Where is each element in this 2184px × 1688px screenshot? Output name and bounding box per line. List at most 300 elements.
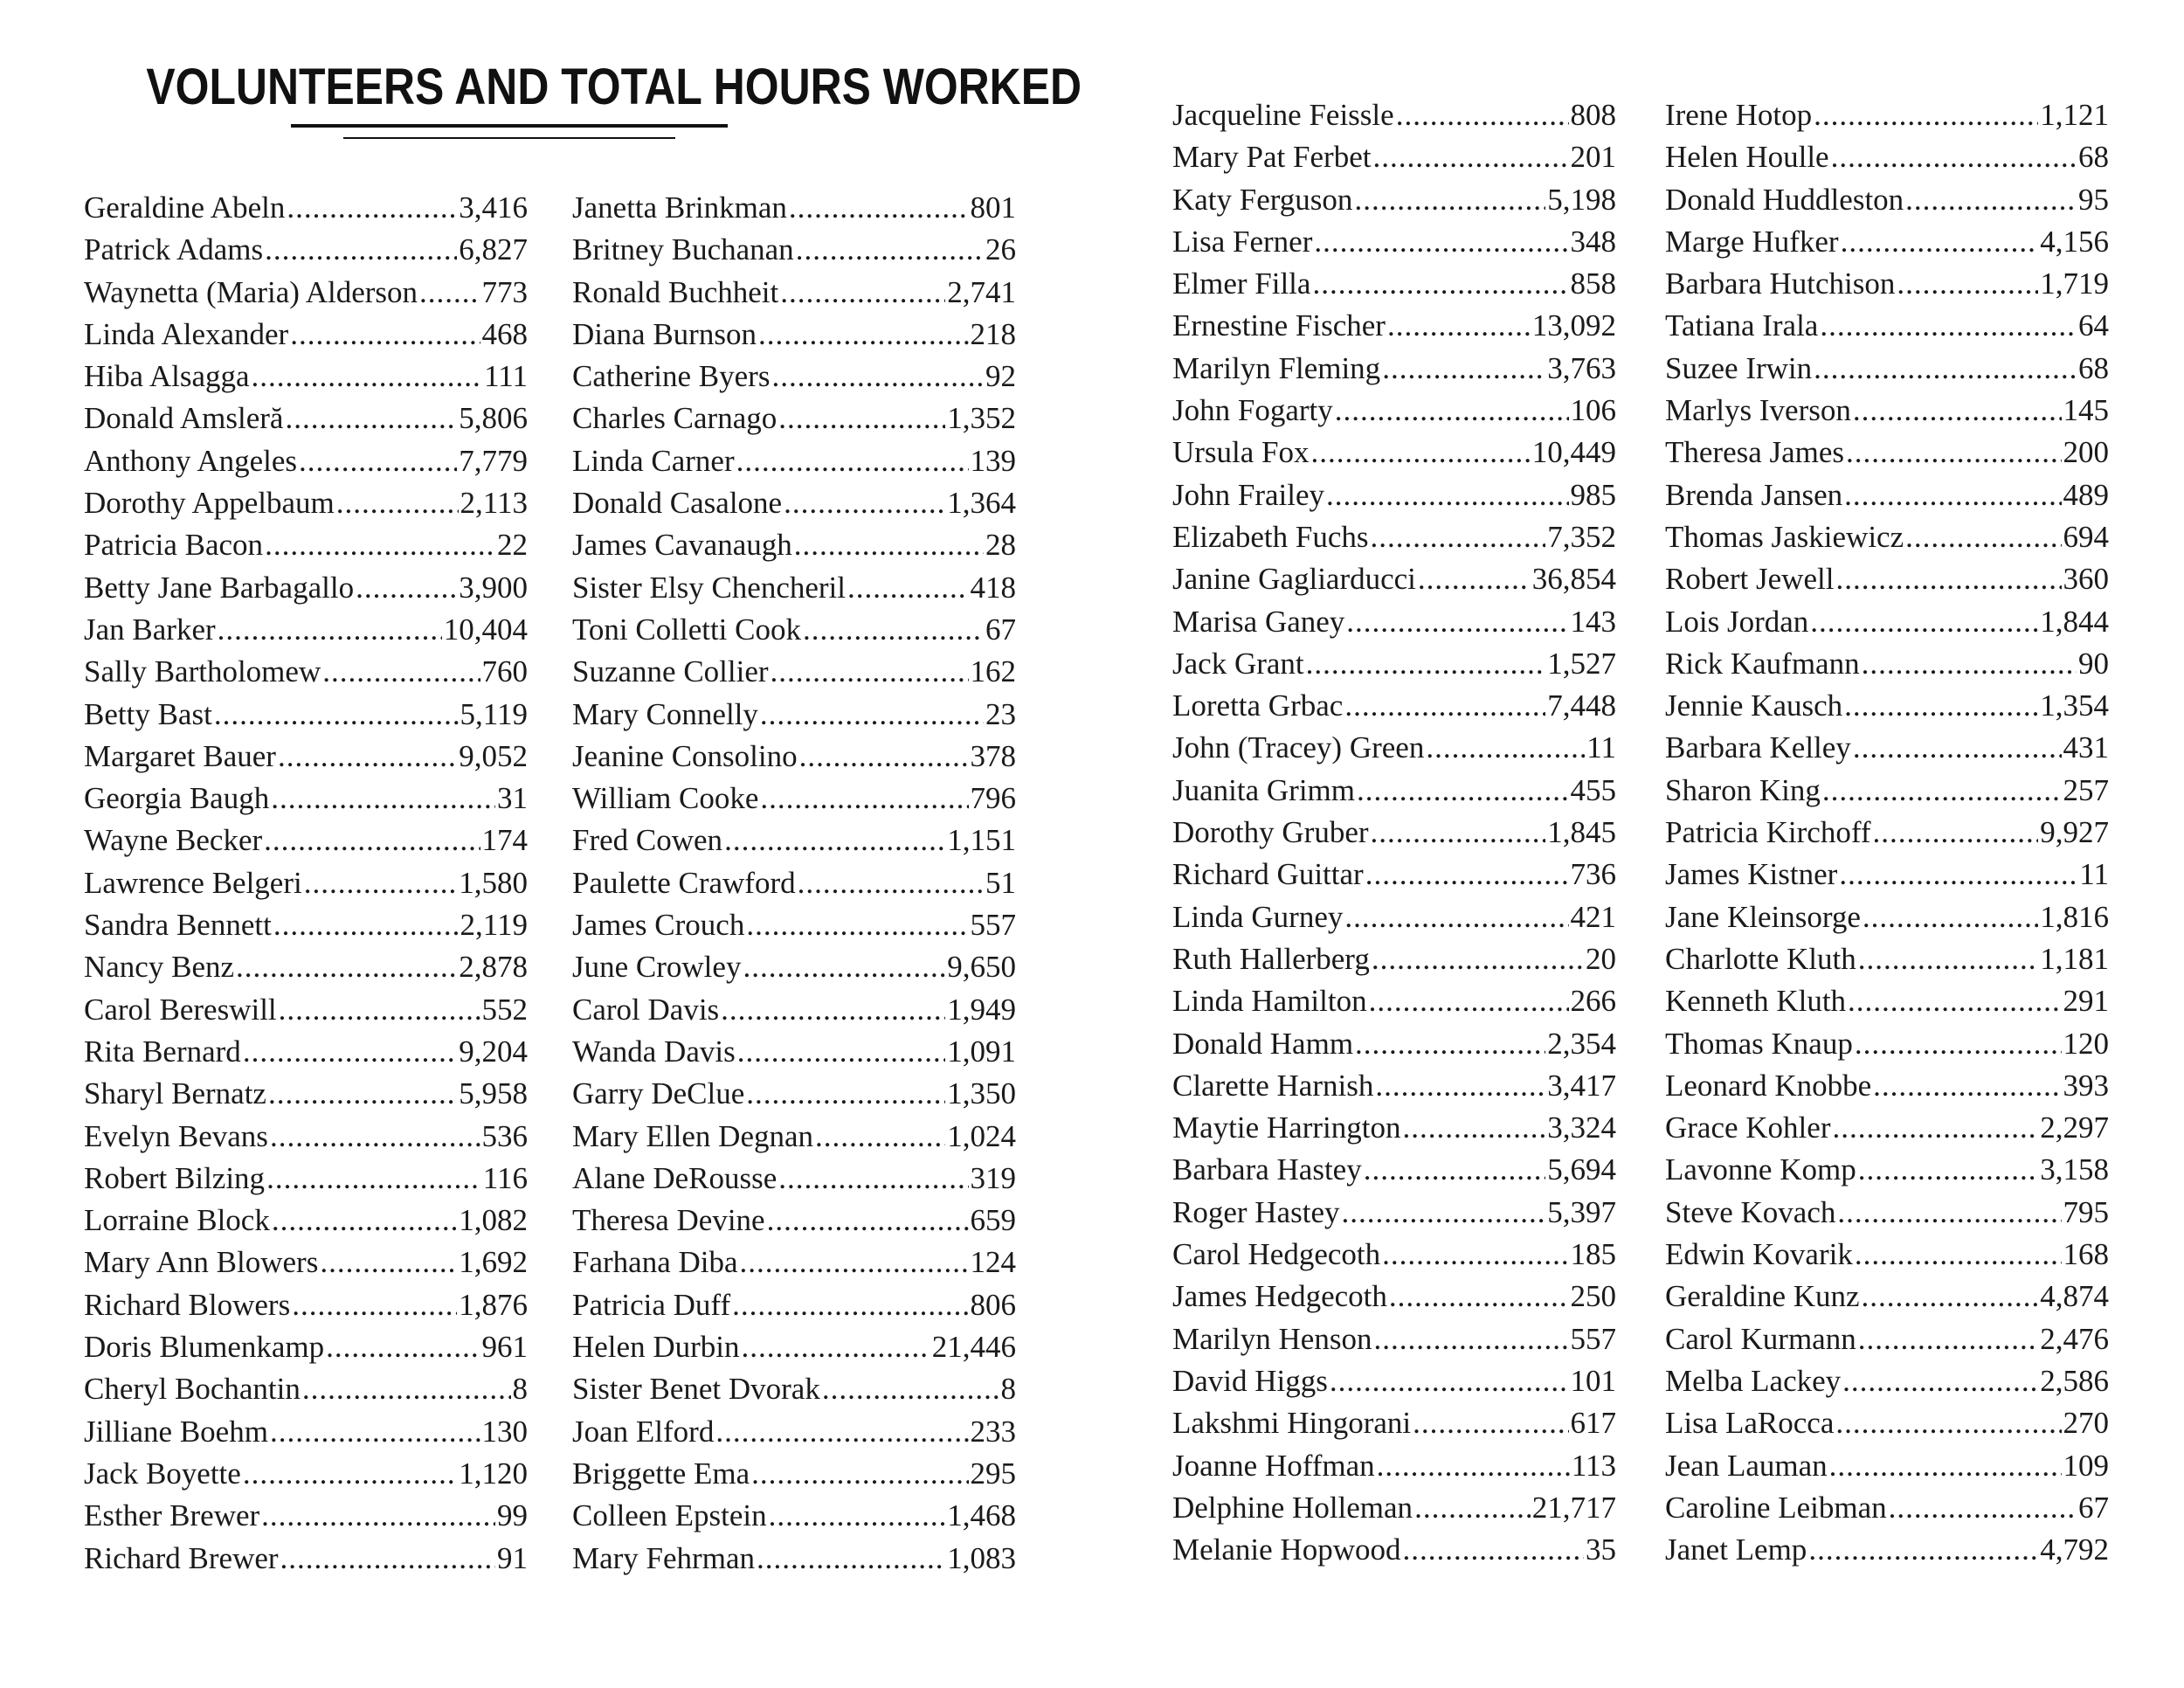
volunteer-name: Patrick Adams — [84, 232, 264, 267]
volunteer-hours: 95 — [2078, 182, 2109, 217]
dot-leader — [290, 314, 480, 356]
volunteer-name: Ruth Hallerberg — [1172, 941, 1370, 976]
volunteer-entry — [1665, 305, 2109, 347]
dot-leader — [1414, 1487, 1531, 1529]
dot-leader — [265, 229, 457, 271]
volunteer-name: Jane Kleinsorge — [1665, 899, 1861, 934]
dot-leader — [746, 904, 968, 946]
volunteer-name: Doris Blumenkamp — [84, 1330, 325, 1365]
volunteer-name: Lois Jordan — [1665, 604, 1809, 639]
volunteer-entry — [572, 778, 1016, 820]
volunteer-entry — [572, 862, 1016, 904]
volunteer-entry — [1665, 1529, 2109, 1571]
volunteer-hours: 858 — [1570, 266, 1616, 301]
volunteer-hours: 1,083 — [947, 1540, 1016, 1575]
volunteer-hours: 694 — [2063, 519, 2109, 554]
dot-leader — [741, 1326, 930, 1368]
volunteer-hours: 124 — [970, 1245, 1016, 1280]
volunteer-name: Patricia Bacon — [84, 528, 264, 563]
volunteer-entry — [84, 1411, 528, 1453]
volunteer-name: Colleen Epstein — [572, 1498, 767, 1533]
volunteer-name: Betty Bast — [84, 696, 212, 731]
volunteer-entry — [572, 1495, 1016, 1537]
volunteer-name: Mary Pat Ferbet — [1172, 140, 1372, 175]
volunteer-name: Carol Kurmann — [1665, 1321, 1856, 1356]
volunteer-name: Mary Ellen Degnan — [572, 1118, 814, 1153]
volunteer-entry — [1172, 1445, 1616, 1487]
volunteer-hours: 3,324 — [1547, 1110, 1616, 1145]
volunteer-hours: 130 — [481, 1414, 528, 1449]
volunteer-name: Thomas Jaskiewicz — [1665, 519, 1904, 554]
volunteer-name: Robert Bilzing — [84, 1160, 266, 1195]
volunteer-entry — [572, 1073, 1016, 1115]
volunteer-entry — [84, 1116, 528, 1158]
volunteer-entry — [84, 651, 528, 693]
volunteer-name: William Cooke — [572, 781, 759, 816]
volunteer-hours: 20 — [1586, 941, 1616, 976]
dot-leader — [780, 272, 945, 314]
volunteer-entry — [1172, 136, 1616, 178]
dot-leader — [264, 820, 480, 861]
volunteer-entry — [1172, 812, 1616, 854]
volunteer-entry — [572, 1368, 1016, 1410]
volunteer-entry — [84, 440, 528, 482]
volunteer-hours: 1,816 — [2040, 899, 2109, 934]
volunteer-entry — [1665, 390, 2109, 432]
volunteer-entry — [84, 1368, 528, 1410]
volunteer-name: Dorothy Gruber — [1172, 815, 1369, 850]
volunteer-entry — [572, 609, 1016, 651]
dot-leader — [732, 1284, 968, 1326]
volunteer-entry — [1665, 1023, 2109, 1065]
volunteer-hours: 233 — [970, 1414, 1016, 1449]
volunteer-entry — [1665, 474, 2109, 516]
volunteer-name: Carol Davis — [572, 992, 720, 1027]
dot-leader — [279, 989, 480, 1031]
volunteer-entry — [1665, 1149, 2109, 1191]
volunteer-entry — [572, 1284, 1016, 1326]
volunteer-hours: 143 — [1570, 604, 1616, 639]
volunteer-name: Suzee Irwin — [1665, 350, 1813, 385]
dot-leader — [1346, 601, 1568, 643]
dot-leader — [1377, 1445, 1570, 1487]
volunteer-name: Fred Cowen — [572, 823, 723, 858]
volunteer-entry — [572, 440, 1016, 482]
volunteer-name: Helen Houlle — [1665, 140, 1829, 175]
volunteer-hours: 92 — [985, 359, 1016, 394]
volunteer-hours: 11 — [1586, 730, 1616, 765]
volunteer-name: Marilyn Henson — [1172, 1321, 1372, 1356]
volunteer-entry — [1665, 516, 2109, 558]
dot-leader — [1853, 390, 2062, 432]
volunteer-name: Sharyl Bernatz — [84, 1076, 266, 1111]
volunteer-hours: 7,779 — [459, 443, 528, 478]
volunteer-entry — [572, 1200, 1016, 1242]
volunteer-entry — [572, 651, 1016, 693]
volunteer-hours: 101 — [1570, 1363, 1616, 1398]
volunteer-name: Diana Burnson — [572, 316, 757, 351]
volunteer-entry — [572, 482, 1016, 524]
dot-leader — [1341, 1192, 1545, 1234]
volunteer-entry — [1665, 812, 2109, 854]
volunteer-hours: 1,527 — [1547, 646, 1616, 681]
volunteer-name: Mary Connelly — [572, 696, 758, 731]
volunteer-hours: 90 — [2078, 646, 2109, 681]
volunteer-hours: 185 — [1570, 1237, 1616, 1272]
volunteer-entry — [84, 820, 528, 861]
volunteer-entry — [1172, 221, 1616, 263]
volunteer-hours: 11 — [2079, 857, 2109, 892]
dot-leader — [1835, 558, 2061, 600]
volunteer-hours: 10,404 — [443, 612, 528, 647]
dot-leader — [292, 1284, 457, 1326]
volunteer-entry — [84, 398, 528, 439]
dot-leader — [1810, 601, 2038, 643]
volunteer-entry — [1172, 516, 1616, 558]
volunteer-entry — [84, 862, 528, 904]
volunteer-hours: 536 — [481, 1118, 528, 1153]
volunteer-name: Donald Hamm — [1172, 1026, 1354, 1061]
dot-leader — [796, 229, 984, 271]
volunteer-entry — [84, 1073, 528, 1115]
volunteer-name: Esther Brewer — [84, 1498, 260, 1533]
volunteer-entry — [1665, 136, 2109, 178]
dot-leader — [1839, 854, 2077, 896]
dot-leader — [1357, 770, 1569, 812]
volunteer-name: John Fogarty — [1172, 393, 1333, 428]
volunteer-entry — [572, 1031, 1016, 1073]
volunteer-entry — [1172, 854, 1616, 896]
volunteer-entry — [1665, 348, 2109, 390]
volunteer-hours: 557 — [1570, 1321, 1616, 1356]
volunteer-entry — [1665, 1360, 2109, 1402]
volunteer-entry — [84, 187, 528, 229]
volunteer-name: Britney Buchanan — [572, 232, 794, 267]
volunteer-hours: 2,878 — [459, 950, 528, 985]
volunteer-entry — [1665, 1107, 2109, 1149]
volunteer-entry — [1665, 1445, 2109, 1487]
dot-leader — [1873, 1065, 2061, 1107]
volunteer-hours: 91 — [497, 1540, 528, 1575]
volunteer-name: Donald Huddleston — [1665, 182, 1904, 217]
volunteer-hours: 1,845 — [1547, 815, 1616, 850]
volunteer-name: John (Tracey) Green — [1172, 730, 1425, 765]
volunteer-name: Barbara Kelley — [1665, 730, 1851, 765]
dot-leader — [285, 398, 457, 439]
volunteer-name: James Crouch — [572, 908, 745, 943]
volunteer-hours: 7,448 — [1547, 688, 1616, 723]
dot-leader — [265, 524, 495, 566]
volunteer-entry — [1172, 643, 1616, 685]
volunteer-hours: 421 — [1570, 899, 1616, 934]
volunteer-entry — [572, 904, 1016, 946]
volunteer-name: Sister Benet Dvorak — [572, 1372, 820, 1407]
volunteer-name: Patricia Kirchoff — [1665, 815, 1871, 850]
volunteer-hours: 557 — [970, 908, 1016, 943]
volunteer-hours: 5,198 — [1547, 182, 1616, 217]
volunteer-name: Sharon King — [1665, 772, 1821, 807]
dot-leader — [1905, 179, 2077, 221]
dot-leader — [1844, 685, 2038, 727]
volunteer-hours: 6,827 — [459, 232, 528, 267]
dot-leader — [757, 1538, 945, 1580]
volunteer-name: Lavonne Komp — [1665, 1152, 1856, 1187]
dot-leader — [794, 524, 984, 566]
volunteer-hours: 1,364 — [947, 486, 1016, 521]
volunteer-entry — [1172, 1234, 1616, 1276]
dot-leader — [214, 694, 459, 736]
volunteer-hours: 3,763 — [1547, 350, 1616, 385]
dot-leader — [1897, 263, 2038, 305]
volunteer-name: Linda Gurney — [1172, 899, 1344, 934]
dot-leader — [751, 1453, 968, 1495]
volunteer-entry — [84, 314, 528, 356]
dot-leader — [822, 1368, 999, 1410]
volunteer-entry — [1172, 1107, 1616, 1149]
volunteer-hours: 2,586 — [2040, 1363, 2109, 1398]
dot-leader — [778, 1158, 968, 1200]
volunteer-entry — [1172, 1487, 1616, 1529]
volunteer-entry — [84, 1284, 528, 1326]
volunteer-hours: 796 — [970, 781, 1016, 816]
volunteer-name: James Hedgecoth — [1172, 1279, 1387, 1314]
volunteer-hours: 3,417 — [1547, 1068, 1616, 1103]
volunteer-name: Wayne Becker — [84, 823, 263, 858]
volunteer-entry — [572, 356, 1016, 398]
volunteer-entry — [1665, 221, 2109, 263]
dot-leader — [1413, 1402, 1568, 1444]
volunteer-name: Helen Durbin — [572, 1330, 740, 1365]
dot-leader — [278, 736, 457, 778]
volunteer-entry — [1665, 770, 2109, 812]
dot-leader — [1344, 685, 1545, 727]
volunteer-hours: 3,416 — [459, 190, 528, 225]
volunteer-name: Ursula Fox — [1172, 435, 1310, 470]
dot-leader — [273, 904, 459, 946]
dot-leader — [1311, 432, 1531, 474]
volunteer-name: Rita Bernard — [84, 1034, 241, 1069]
volunteer-name: Paulette Crawford — [572, 865, 796, 900]
volunteer-hours: 36,854 — [1531, 562, 1616, 597]
volunteer-entry — [1172, 390, 1616, 432]
volunteer-name: Thomas Knaup — [1665, 1026, 1853, 1061]
volunteer-hours: 5,958 — [459, 1076, 528, 1111]
volunteer-hours: 5,694 — [1547, 1152, 1616, 1187]
volunteer-name: Joanne Hoffman — [1172, 1448, 1375, 1483]
dot-leader — [803, 609, 984, 651]
dot-leader — [1855, 1023, 2062, 1065]
volunteer-entry — [1665, 1487, 2109, 1529]
volunteer-entry — [84, 229, 528, 271]
volunteer-hours: 5,397 — [1547, 1194, 1616, 1229]
volunteer-column-1 — [84, 187, 528, 1580]
volunteer-hours: 489 — [2063, 477, 2109, 512]
volunteer-name: Jack Grant — [1172, 646, 1304, 681]
volunteer-name: Rick Kaufmann — [1665, 646, 1860, 681]
dot-leader — [1372, 136, 1568, 178]
volunteer-entry — [84, 1495, 528, 1537]
volunteer-entry — [1172, 1023, 1616, 1065]
volunteer-hours: 1,350 — [947, 1076, 1016, 1111]
volunteer-name: David Higgs — [1172, 1363, 1328, 1398]
volunteer-hours: 22 — [497, 528, 528, 563]
volunteer-hours: 9,650 — [947, 950, 1016, 985]
volunteer-hours: 10,449 — [1531, 435, 1616, 470]
volunteer-hours: 109 — [2063, 1448, 2109, 1483]
dot-leader — [1844, 474, 2061, 516]
volunteer-name: Joan Elford — [572, 1414, 715, 1449]
volunteer-entry — [84, 1242, 528, 1283]
dot-leader — [1848, 980, 2061, 1022]
volunteer-hours: 552 — [481, 992, 528, 1027]
volunteer-name: Wanda Davis — [572, 1034, 736, 1069]
volunteer-name: Cheryl Bochantin — [84, 1372, 301, 1407]
volunteer-name: Richard Guittar — [1172, 857, 1364, 892]
dot-leader — [1371, 812, 1546, 854]
volunteer-entry — [84, 567, 528, 609]
volunteer-hours: 961 — [481, 1330, 528, 1365]
volunteer-name: Melba Lackey — [1665, 1363, 1842, 1398]
volunteer-name: Caroline Leibman — [1665, 1490, 1887, 1525]
volunteer-name: Jeanine Consolino — [572, 738, 798, 773]
volunteer-name: Jean Lauman — [1665, 1448, 1828, 1483]
volunteer-entry — [1172, 1529, 1616, 1571]
volunteer-hours: 3,900 — [459, 570, 528, 605]
volunteer-name: Marisa Ganey — [1172, 604, 1345, 639]
dot-leader — [326, 1326, 480, 1368]
dot-leader — [743, 946, 945, 988]
dot-leader — [1387, 305, 1531, 347]
dot-leader — [1365, 854, 1569, 896]
volunteer-hours: 1,181 — [2040, 941, 2109, 976]
volunteer-hours: 659 — [970, 1203, 1016, 1238]
volunteer-entry — [1172, 1149, 1616, 1191]
volunteer-entry — [1665, 685, 2109, 727]
volunteer-hours: 2,119 — [460, 908, 528, 943]
volunteer-entry — [572, 1116, 1016, 1158]
dot-leader — [789, 187, 969, 229]
dot-leader — [1371, 516, 1546, 558]
volunteer-name: James Kistner — [1665, 857, 1838, 892]
dot-leader — [1858, 1318, 2039, 1360]
volunteer-name: Anthony Angeles — [84, 443, 298, 478]
volunteer-hours: 68 — [2078, 350, 2109, 385]
volunteer-name: Dorothy Appelbaum — [84, 486, 335, 521]
dot-leader — [1820, 305, 2077, 347]
dot-leader — [261, 1495, 495, 1537]
volunteer-entry — [1665, 1276, 2109, 1318]
dot-leader — [336, 482, 459, 524]
volunteer-entry — [1665, 1402, 2109, 1444]
volunteer-name: Charles Carnago — [572, 401, 778, 436]
dot-leader — [268, 1073, 457, 1115]
volunteer-hours: 106 — [1570, 393, 1616, 428]
volunteer-name: Ronald Buchheit — [572, 274, 779, 309]
volunteer-name: Suzanne Collier — [572, 654, 769, 689]
volunteer-entry — [1665, 558, 2109, 600]
volunteer-entry — [572, 567, 1016, 609]
volunteer-entry — [1665, 1065, 2109, 1107]
dot-leader — [1822, 770, 2062, 812]
volunteer-entry — [84, 1326, 528, 1368]
dot-leader — [1312, 263, 1568, 305]
volunteer-hours: 257 — [2063, 772, 2109, 807]
volunteer-hours: 348 — [1570, 224, 1616, 259]
dot-leader — [1389, 1276, 1569, 1318]
dot-leader — [1402, 1529, 1584, 1571]
volunteer-entry — [84, 1453, 528, 1495]
volunteer-name: Clarette Harnish — [1172, 1068, 1374, 1103]
volunteer-hours: 218 — [970, 316, 1016, 351]
volunteer-name: Juanita Grimm — [1172, 772, 1355, 807]
volunteer-hours: 795 — [2063, 1194, 2109, 1229]
dot-leader — [1375, 1065, 1545, 1107]
volunteer-name: Sally Bartholomew — [84, 654, 321, 689]
volunteer-name: Lisa Ferner — [1172, 224, 1313, 259]
volunteer-entry — [1665, 643, 2109, 685]
volunteer-hours: 116 — [482, 1160, 528, 1195]
volunteer-hours: 9,927 — [2040, 815, 2109, 850]
volunteer-hours: 35 — [1586, 1532, 1616, 1567]
volunteer-name: Melanie Hopwood — [1172, 1532, 1401, 1567]
volunteer-hours: 9,052 — [459, 738, 528, 773]
volunteer-entry — [1172, 770, 1616, 812]
volunteer-hours: 1,580 — [459, 865, 528, 900]
volunteer-name: Jan Barker — [84, 612, 216, 647]
volunteer-entry — [84, 904, 528, 946]
dot-leader — [1814, 348, 2077, 390]
dot-leader — [419, 272, 480, 314]
volunteer-hours: 28 — [985, 528, 1016, 563]
volunteer-hours: 378 — [970, 738, 1016, 773]
volunteer-hours: 773 — [481, 274, 528, 309]
dot-leader — [1846, 432, 2061, 474]
volunteer-hours: 9,204 — [459, 1034, 528, 1069]
dot-leader — [1373, 1318, 1568, 1360]
dot-leader — [1858, 1149, 2039, 1191]
dot-leader — [1344, 896, 1568, 938]
dot-leader — [272, 1200, 457, 1242]
dot-leader — [799, 736, 969, 778]
volunteer-hours: 2,297 — [2040, 1110, 2109, 1145]
volunteer-entry — [1665, 94, 2109, 136]
volunteer-name: Barbara Hastey — [1172, 1152, 1362, 1187]
dot-leader — [1814, 94, 2038, 136]
volunteer-name: Maytie Harrington — [1172, 1110, 1401, 1145]
volunteer-hours: 201 — [1570, 140, 1616, 175]
volunteer-name: Linda Carner — [572, 443, 735, 478]
volunteer-hours: 67 — [985, 612, 1016, 647]
volunteer-hours: 985 — [1570, 477, 1616, 512]
volunteer-name: Donald Casalone — [572, 486, 783, 521]
volunteer-entry — [1172, 474, 1616, 516]
title-underline-secondary — [343, 137, 675, 139]
volunteer-name: Evelyn Bevans — [84, 1118, 268, 1153]
dot-leader — [815, 1116, 945, 1158]
volunteer-name: Lawrence Belgeri — [84, 865, 302, 900]
dot-leader — [270, 1411, 480, 1453]
volunteer-column-3 — [1172, 94, 1616, 1571]
volunteer-hours: 5,119 — [460, 696, 528, 731]
volunteer-entry — [1665, 1234, 2109, 1276]
volunteer-name: Nancy Benz — [84, 950, 235, 985]
volunteer-entry — [1172, 1318, 1616, 1360]
volunteer-hours: 8 — [1000, 1372, 1016, 1407]
volunteer-entry — [1665, 938, 2109, 980]
volunteer-entry — [572, 946, 1016, 988]
dot-leader — [1873, 812, 2039, 854]
volunteer-entry — [572, 1326, 1016, 1368]
